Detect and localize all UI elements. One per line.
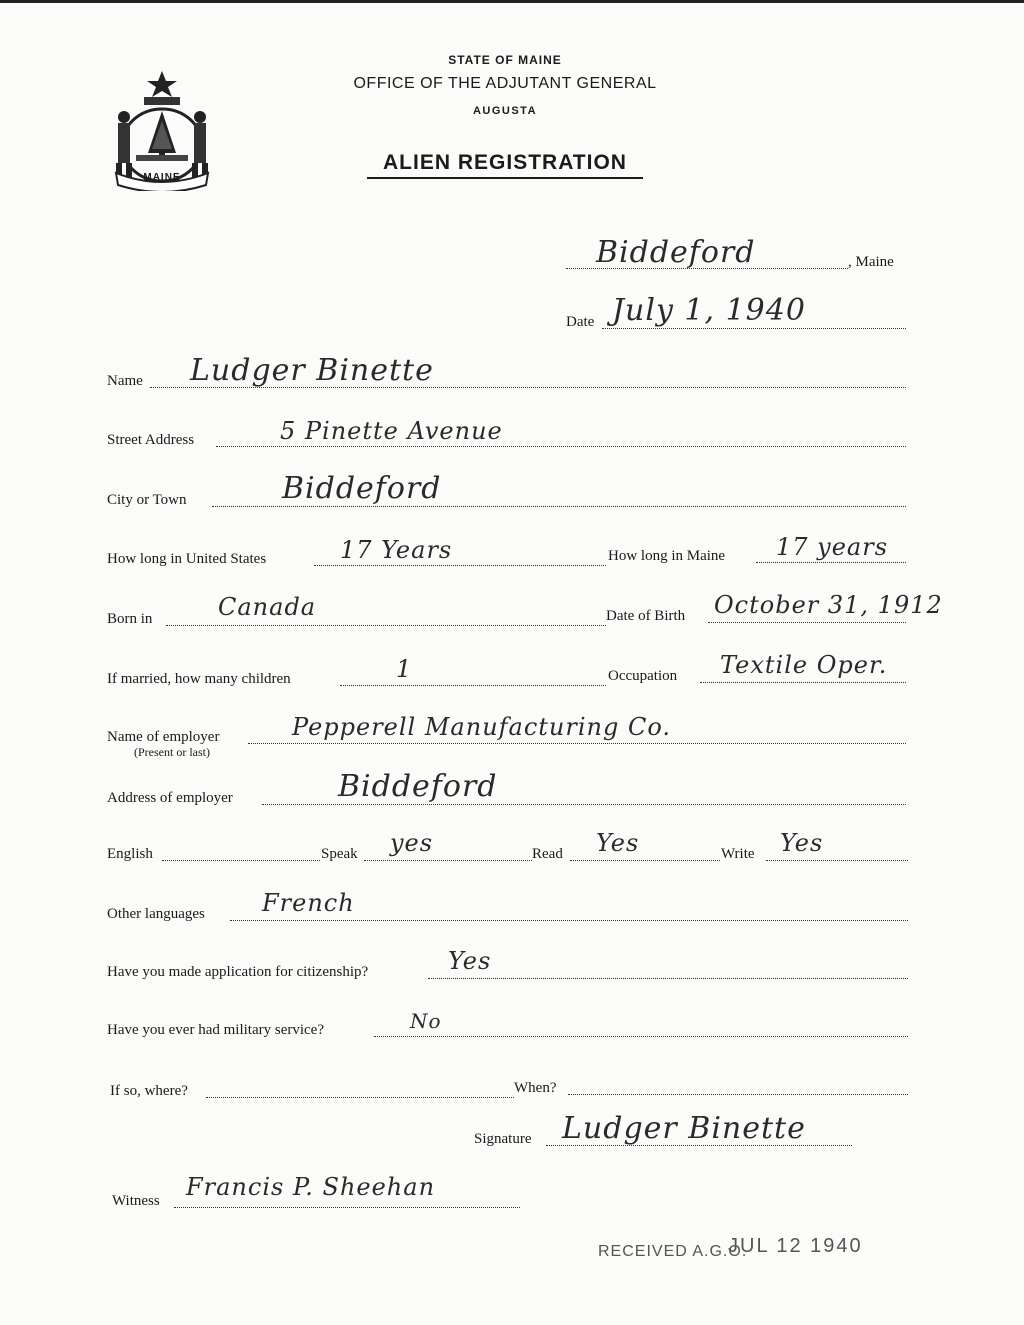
street-value: 5 Pinette Avenue	[280, 417, 503, 445]
born-in-line	[166, 625, 606, 626]
street-label: Street Address	[107, 432, 195, 448]
name-label: Name	[107, 373, 143, 389]
military-label: Have you ever had military service?	[107, 1022, 324, 1038]
place-value: Biddeford	[596, 235, 756, 270]
signature-label: Signature	[474, 1131, 532, 1147]
how-long-us-value: 17 Years	[340, 536, 453, 564]
witness-label: Witness	[112, 1193, 160, 1209]
where-label: If so, where?	[110, 1083, 188, 1099]
street-line	[216, 446, 906, 447]
other-languages-label: Other languages	[107, 906, 205, 922]
witness-line	[174, 1207, 520, 1208]
write-value: Yes	[780, 829, 824, 857]
date-value: July 1, 1940	[612, 293, 806, 328]
read-line	[570, 860, 720, 861]
occupation-line	[700, 682, 906, 683]
children-value: 1	[396, 655, 413, 683]
employer-sublabel: (Present or last)	[134, 745, 210, 759]
how-long-us-label: How long in United States	[107, 551, 267, 567]
born-in-label: Born in	[107, 611, 153, 627]
how-long-us-line	[314, 565, 606, 566]
citizenship-label: Have you made application for citizenship?	[107, 964, 369, 980]
write-label: Write	[721, 846, 755, 862]
other-languages-value: French	[262, 889, 355, 917]
city-label: City or Town	[107, 492, 187, 508]
citizenship-line	[428, 978, 908, 979]
military-value: No	[410, 1009, 442, 1033]
citizenship-value: Yes	[448, 947, 492, 975]
form-title: ALIEN REGISTRATION	[383, 151, 627, 174]
signature-value: Ludger Binette	[562, 1111, 806, 1146]
employer-value: Pepperell Manufacturing Co.	[292, 713, 672, 741]
military-line	[374, 1036, 908, 1037]
english-line	[162, 860, 320, 861]
write-line	[766, 860, 908, 861]
date-of-birth-line	[708, 622, 906, 623]
date-of-birth-label: Date of Birth	[606, 608, 686, 624]
header-office: OFFICE OF THE ADJUTANT GENERAL	[353, 75, 657, 92]
employer-label: Name of employer	[107, 729, 220, 745]
occupation-value: Textile Oper.	[720, 651, 888, 679]
city-line	[212, 506, 906, 507]
header-state: STATE OF MAINE	[448, 53, 562, 67]
children-label: If married, how many children	[107, 671, 291, 687]
how-long-maine-line	[756, 562, 906, 563]
title-underline	[367, 177, 643, 179]
date-of-birth-value: October 31, 1912	[714, 591, 943, 619]
when-label: When?	[514, 1080, 557, 1096]
where-line	[206, 1097, 514, 1098]
when-line	[568, 1094, 908, 1095]
maine-label: , Maine	[848, 254, 894, 270]
date-label: Date	[566, 314, 595, 330]
how-long-maine-value: 17 years	[776, 533, 889, 561]
other-languages-line	[230, 920, 908, 921]
speak-value: yes	[390, 829, 434, 857]
how-long-maine-label: How long in Maine	[608, 548, 726, 564]
read-label: Read	[532, 846, 563, 862]
seal-banner-text: MAINE	[143, 172, 181, 183]
received-stamp-date: JUL 12 1940	[728, 1235, 863, 1257]
occupation-label: Occupation	[608, 668, 678, 684]
employer-address-line	[262, 804, 906, 805]
born-in-value: Canada	[218, 593, 317, 621]
children-line	[340, 685, 606, 686]
name-value: Ludger Binette	[190, 353, 434, 388]
city-value: Biddeford	[282, 471, 442, 506]
employer-address-value: Biddeford	[338, 769, 498, 804]
employer-line	[248, 743, 906, 744]
date-line	[602, 328, 906, 329]
speak-line	[364, 860, 532, 861]
employer-address-label: Address of employer	[107, 790, 233, 806]
read-value: Yes	[596, 829, 640, 857]
speak-label: Speak	[321, 846, 358, 862]
english-label: English	[107, 846, 153, 862]
witness-value: Francis P. Sheehan	[186, 1173, 436, 1201]
received-stamp-text: RECEIVED A.G.O.	[598, 1243, 748, 1260]
header-city: AUGUSTA	[472, 105, 538, 117]
